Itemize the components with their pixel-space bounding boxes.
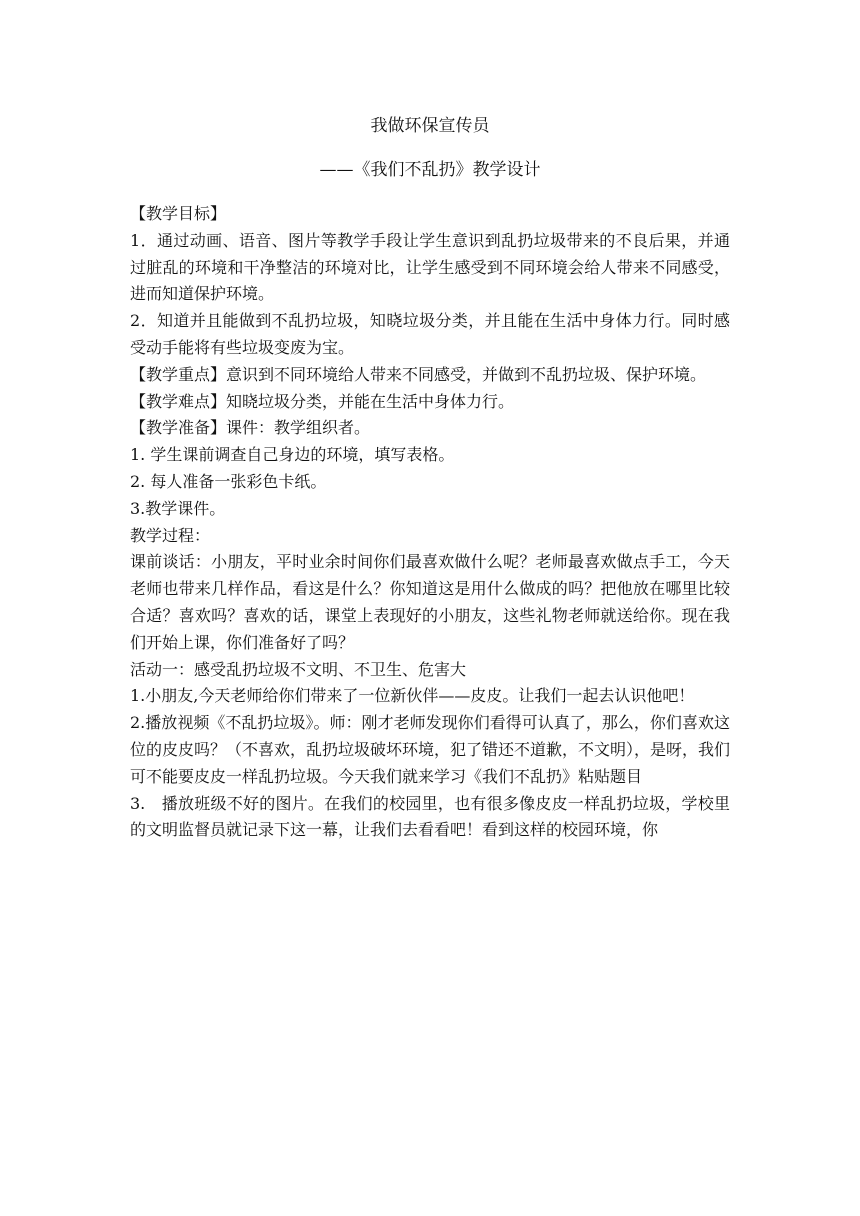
teaching-preparation: 【教学准备】课件：教学组织者。 — [130, 418, 371, 438]
activity-one-heading: 活动一：感受乱扔垃圾不文明、不卫生、危害大 — [130, 659, 467, 679]
document-subtitle: ——《我们不乱扔》教学设计 — [319, 160, 541, 180]
teaching-focus: 【教学重点】意识到不同环境给人带来不同感受，并做到不乱扔垃圾、保护环境。 — [130, 364, 707, 384]
pre-class-talk: 课前谈话：小朋友，平时业余时间你们最喜欢做什么呢？老师最喜欢做点手工，今天老师也带来几样作品，看这是什么？你知道这是用什么做成的吗？把他放在哪里比较合适？喜欢吗？喜欢的话，课堂上表现好的小朋友，这些礼物老师就送给你。现在我们开始上课，你们准备好了吗？ — [130, 552, 730, 652]
objective-item-2: 2．知道并且能做到不乱扔垃圾，知晓垃圾分类，并且能在生活中身体力行。同时感受动手能将有些垃圾变废为宝。 — [130, 311, 730, 357]
teaching-difficulty: 【教学难点】知晓垃圾分类，并能在生活中身体力行。 — [130, 391, 515, 411]
preparation-item-2: 2. 每人准备一张彩色卡纸。 — [130, 471, 327, 491]
document-body — [130, 201, 730, 844]
preparation-item-3: 3.教学课件。 — [130, 498, 226, 518]
activity-step-1: 1.小朋友,今天老师给你们带来了一位新伙伴——皮皮。让我们一起去认识他吧！ — [130, 686, 695, 706]
activity-step-3: 3. 播放班级不好的图片。在我们的校园里，也有很多像皮皮一样乱扔垃圾，学校里的文明监督员就记录下这一幕，让我们去看看吧！看到这样的校园环境，你 — [130, 793, 730, 840]
document-title: 我做环保宣传员 — [370, 116, 490, 136]
section-heading-objectives: 【教学目标】 — [130, 204, 227, 223]
objective-item-1: 1．通过动画、语音、图片等教学手段让学生意识到乱扔垃圾带来的不良后果，并通过脏乱的环境和干净整洁的环境对比，让学生感受到不同环境会给人带来不同感受，进而知道保护环境。 — [130, 230, 730, 304]
preparation-item-1: 1. 学生课前调查自己身边的环境，填写表格。 — [130, 445, 455, 465]
teaching-process-heading: 教学过程： — [130, 525, 211, 545]
activity-step-2: 2.播放视频《不乱扔垃圾》。师：刚才老师发现你们看得可认真了，那么，你们喜欢这位的皮皮吗？（不喜欢，乱扔垃圾破坏环境，犯了错还不道歉，不文明），是呀，我们可不能要皮皮一样乱扔垃圾。今天我们就来学习《我们不乱扔》粘贴题目 — [130, 713, 731, 786]
